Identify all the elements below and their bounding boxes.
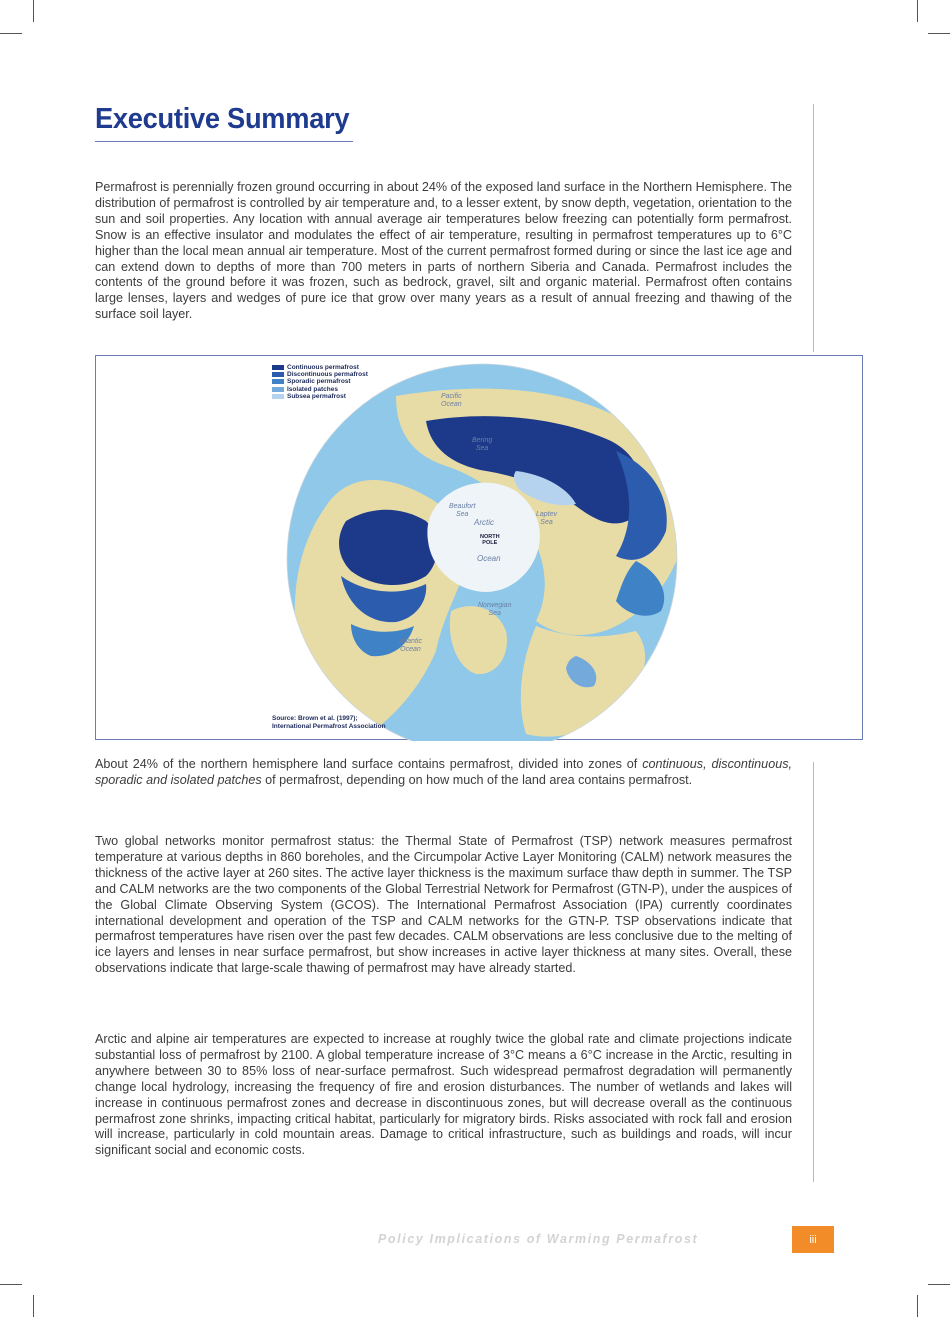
zone-types-italic: continuous, discontinuous, sporadic and isolated patches: [95, 757, 792, 787]
label-beaufort-sea: Beaufort Sea: [449, 503, 476, 518]
crop-mark-top-left: [0, 33, 22, 34]
paragraph-networks: Two global networks monitor permafrost status: the Thermal State of Permafrost (TSP) network measures permafrost temperature at various depths in 860 boreholes, and the Circumpolar Active Layer Monitoring (CALM) network measures the thickness of the active layer at 260 sites. The active layer thickness is the maximum surface thaw depth in summer. The TSP and CALM networks are the two components of the Global Terrestrial Network for Permafrost (GTN-P), under the auspices of the Global Climate Observing System (GCOS). The International Permafrost Association (IPA) currently coordinates international development and operation of the TSP and CALM networks for the GTN-P. TSP observations indicate that permafrost temperatures have risen over the past few decades. CALM observations are less conclusive due to the melting of ice layers and lenses in near surface permafrost, but show increases in active layer thickness at many sites. Overall, these observations indicate that large-scale thawing of permafrost may have already started.: [95, 834, 792, 976]
legend-swatch: [272, 387, 284, 392]
label-north-pole: NORTH POLE: [480, 534, 500, 546]
legend-swatch: [272, 365, 284, 370]
crop-mark-bottom-right: [928, 1284, 950, 1285]
paragraph-projections: Arctic and alpine air temperatures are expected to increase at roughly twice the global rate and climate projections indicate substantial loss of permafrost by 2100. A global temperature increase of 3°C means a 6°C increase in the Arctic, resulting in anywhere between 30 to 85% loss of near-surface permafrost. Such widespread permafrost degradation will permanently change local hydrology, increasing the frequency of fire and erosion disturbances. The number of wetlands and lakes will increase in continuous permafrost zones and decrease in discontinuous zones, but will decrease overall as the continuous permafrost zone shrinks, impacting critical habitat, particularly for migratory birds. Risks associated with rock fall and erosion will increase, particularly in cold mountain areas. Damage to critical infrastructure, such as buildings and roads, will incur significant social and economic costs.: [95, 1032, 792, 1158]
legend-swatch: [272, 379, 284, 384]
paragraph-intro: Permafrost is perennially frozen ground occurring in about 24% of the exposed land surface in the Northern Hemisphere. The distribution of permafrost is controlled by air temperature and, to a lesser extent, by snow depth, vegetation, orientation to the sun and soil properties. Any location with annual average air temperatures below freezing can potentially form permafrost. Snow is an effective insulator and modulates the effect of air temperature, resulting in permafrost temperatures up to 6°C higher than the local mean annual air temperature. Most of the current permafrost formed during or since the last ice age and can extend down to depths of more than 700 meters in parts of northern Siberia and Canada. Permafrost includes the contents of the ground before it was frozen, such as bedrock, gravel, silt and organic material. Permafrost often contains large lenses, layers and wedges of pure ice that grow over many years as a result of annual freezing and thawing of the surface soil layer.: [95, 180, 793, 322]
legend-item: [272, 371, 368, 378]
label-norwegian-sea: Norwegian Sea: [478, 602, 512, 617]
label-bering-sea: Bering Sea: [472, 437, 493, 452]
page-number: iii: [792, 1226, 834, 1253]
label-pacific-ocean: Pacific Ocean: [441, 393, 462, 408]
legend-item: [272, 364, 368, 371]
margin-rule-lower: [813, 762, 814, 1182]
page-title: Executive Summary: [95, 103, 350, 135]
crop-mark-bottom-left-v: [33, 1295, 34, 1317]
running-footer: Policy Implications of Warming Permafrost: [378, 1232, 699, 1246]
title-underline: [95, 141, 353, 142]
legend-item: [272, 386, 368, 393]
crop-mark-top-right-v: [917, 0, 918, 22]
legend-label: Continuous permafrost: [287, 364, 359, 372]
legend-label: Isolated patches: [287, 385, 338, 393]
permafrost-map: [96, 356, 864, 741]
legend-swatch: [272, 394, 284, 399]
crop-mark-top-right: [928, 33, 950, 34]
paragraph-zones: About 24% of the northern hemisphere land surface contains permafrost, divided into zones of continuous, discontinuous, sporadic and isolated patches of permafrost, depending on how much of the land area contains permafrost.: [95, 757, 792, 787]
margin-rule-upper: [813, 104, 814, 352]
label-ocean: Ocean: [477, 554, 501, 563]
crop-mark-bottom-right-v: [917, 1295, 918, 1317]
map-legend: [272, 364, 368, 400]
legend-label: Subsea permafrost: [287, 392, 346, 400]
crop-mark-top-left-v: [33, 0, 34, 22]
legend-item: [272, 393, 368, 400]
permafrost-map-figure: [95, 355, 863, 740]
legend-item: [272, 378, 368, 385]
label-laptev-sea: Laptev Sea: [536, 511, 558, 526]
legend-swatch: [272, 372, 284, 377]
legend-label: Sporadic permafrost: [287, 378, 351, 386]
label-arctic: Arctic: [474, 518, 494, 527]
map-source: Source: Brown et al. (1997); International Permafrost Association: [272, 715, 386, 730]
label-atlantic-ocean: Atlantic Ocean: [399, 638, 422, 653]
crop-mark-bottom-left: [0, 1284, 22, 1285]
legend-label: Discontinuous permafrost: [287, 371, 368, 379]
